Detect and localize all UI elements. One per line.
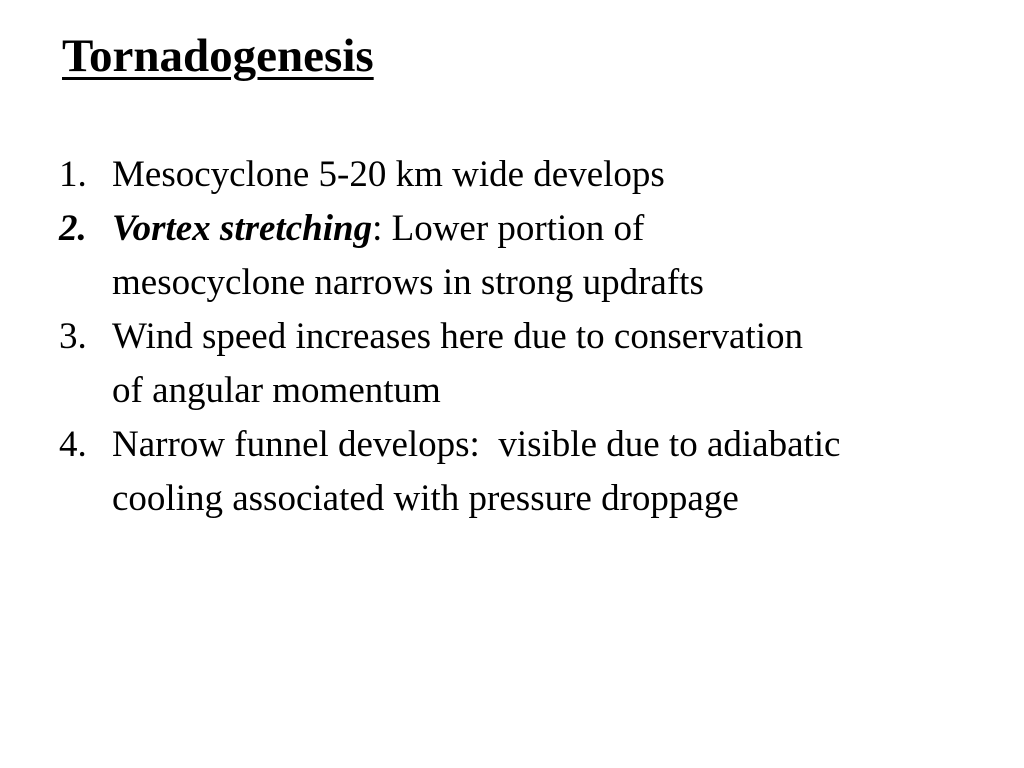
list-item-number: 2. [59, 208, 87, 249]
list-item-text: Mesocyclone 5-20 km wide develops [112, 154, 665, 195]
list-item-number: 4. [59, 424, 87, 465]
tornadogenesis-steps-list [59, 148, 1019, 526]
list-item-text: Wind speed increases here due to conservation of angular momentum [112, 316, 803, 411]
slide-title: Tornadogenesis [62, 30, 374, 82]
list-item-emphasis: Vortex stretching [112, 208, 373, 249]
list-item-text [112, 202, 1019, 310]
list-item-number: 3. [59, 316, 87, 357]
list-item-number: 1. [59, 154, 87, 195]
list-item-4 [59, 418, 1019, 526]
list-item-2 [59, 202, 1019, 310]
list-item-1 [59, 148, 1019, 202]
list-item-rest: : Lower portion of mesocyclone narrows in strong updrafts [112, 208, 704, 303]
list-item-3 [59, 310, 1019, 418]
list-item-text: Narrow funnel develops: visible due to adiabatic cooling associated with pressure droppage [112, 424, 841, 519]
